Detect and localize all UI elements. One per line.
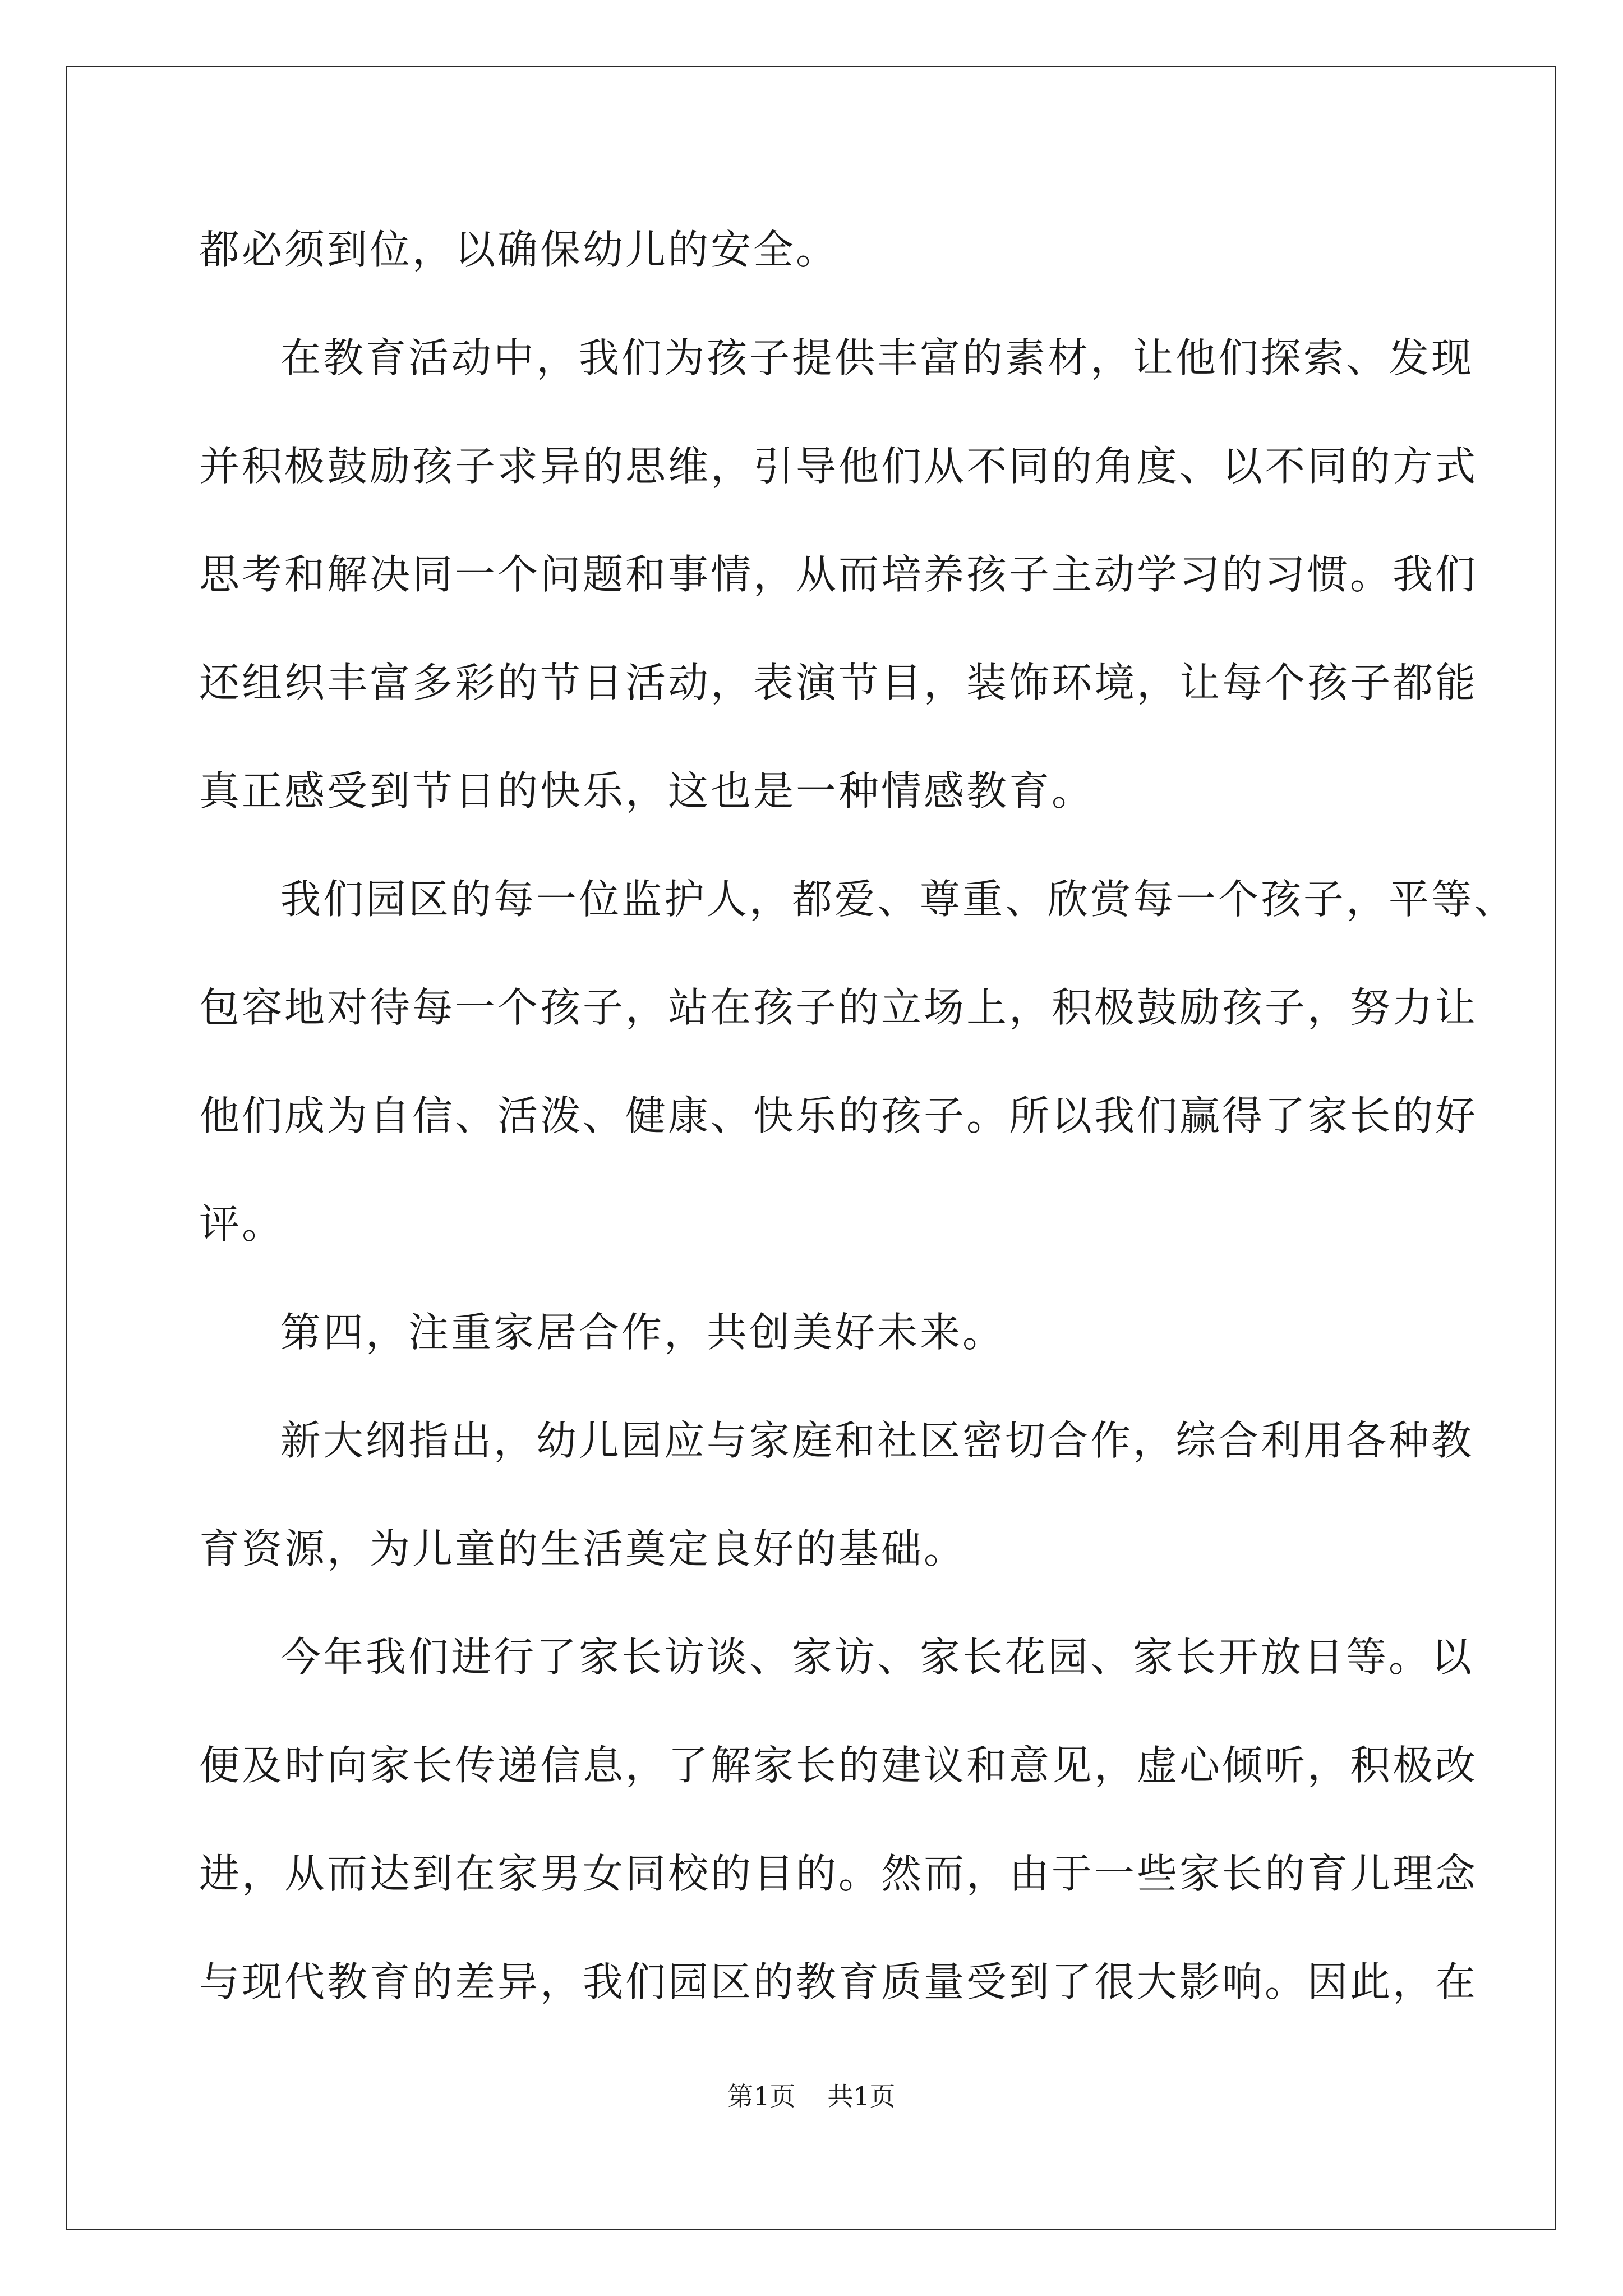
text-line: 进，从而达到在家男女同校的目的。然而，由于一些家长的育儿理念: [199, 1850, 1478, 1897]
text-line: 思考和解决同一个问题和事情，从而培养孩子主动学习的习惯。我们: [199, 551, 1478, 598]
text-line: 我们园区的每一位监护人，都爱、尊重、欣赏每一个孩子，平等、: [280, 876, 1517, 923]
page-total: 共1页: [827, 2081, 896, 2111]
page-footer: [0, 2079, 1623, 2113]
text-line: 真正感受到节日的快乐，这也是一种情感教育。: [199, 767, 1095, 815]
text-line: 与现代教育的差异，我们园区的教育质量受到了很大影响。因此，在: [199, 1958, 1478, 2005]
text-line: 新大纲指出，幼儿园应与家庭和社区密切合作，综合利用各种教: [280, 1417, 1474, 1464]
text-line: 并积极鼓励孩子求异的思维，引导他们从不同的角度、以不同的方式: [199, 443, 1478, 490]
section-heading: 第四，注重家居合作，共创美好未来。: [280, 1309, 1006, 1356]
text-line: 育资源，为儿童的生活奠定良好的基础。: [199, 1525, 967, 1572]
text-line: 包容地对待每一个孩子，站在孩子的立场上，积极鼓励孩子，努力让: [199, 984, 1478, 1031]
page-number: 第1页: [727, 2081, 796, 2111]
text-line: 便及时向家长传递信息，了解家长的建议和意见，虚心倾听，积极改: [199, 1742, 1478, 1789]
text-line: 还组织丰富多彩的节日活动，表演节目，装饰环境，让每个孩子都能: [199, 659, 1478, 706]
text-line: 在教育活动中，我们为孩子提供丰富的素材，让他们探索、发现: [280, 334, 1474, 381]
text-line: 今年我们进行了家长访谈、家访、家长花园、家长开放日等。以: [280, 1634, 1474, 1681]
text-line: 评。: [199, 1200, 285, 1248]
text-line: 他们成为自信、活泼、健康、快乐的孩子。所以我们赢得了家长的好: [199, 1092, 1478, 1139]
text-line: 都必须到位，以确保幼儿的安全。: [199, 226, 839, 273]
